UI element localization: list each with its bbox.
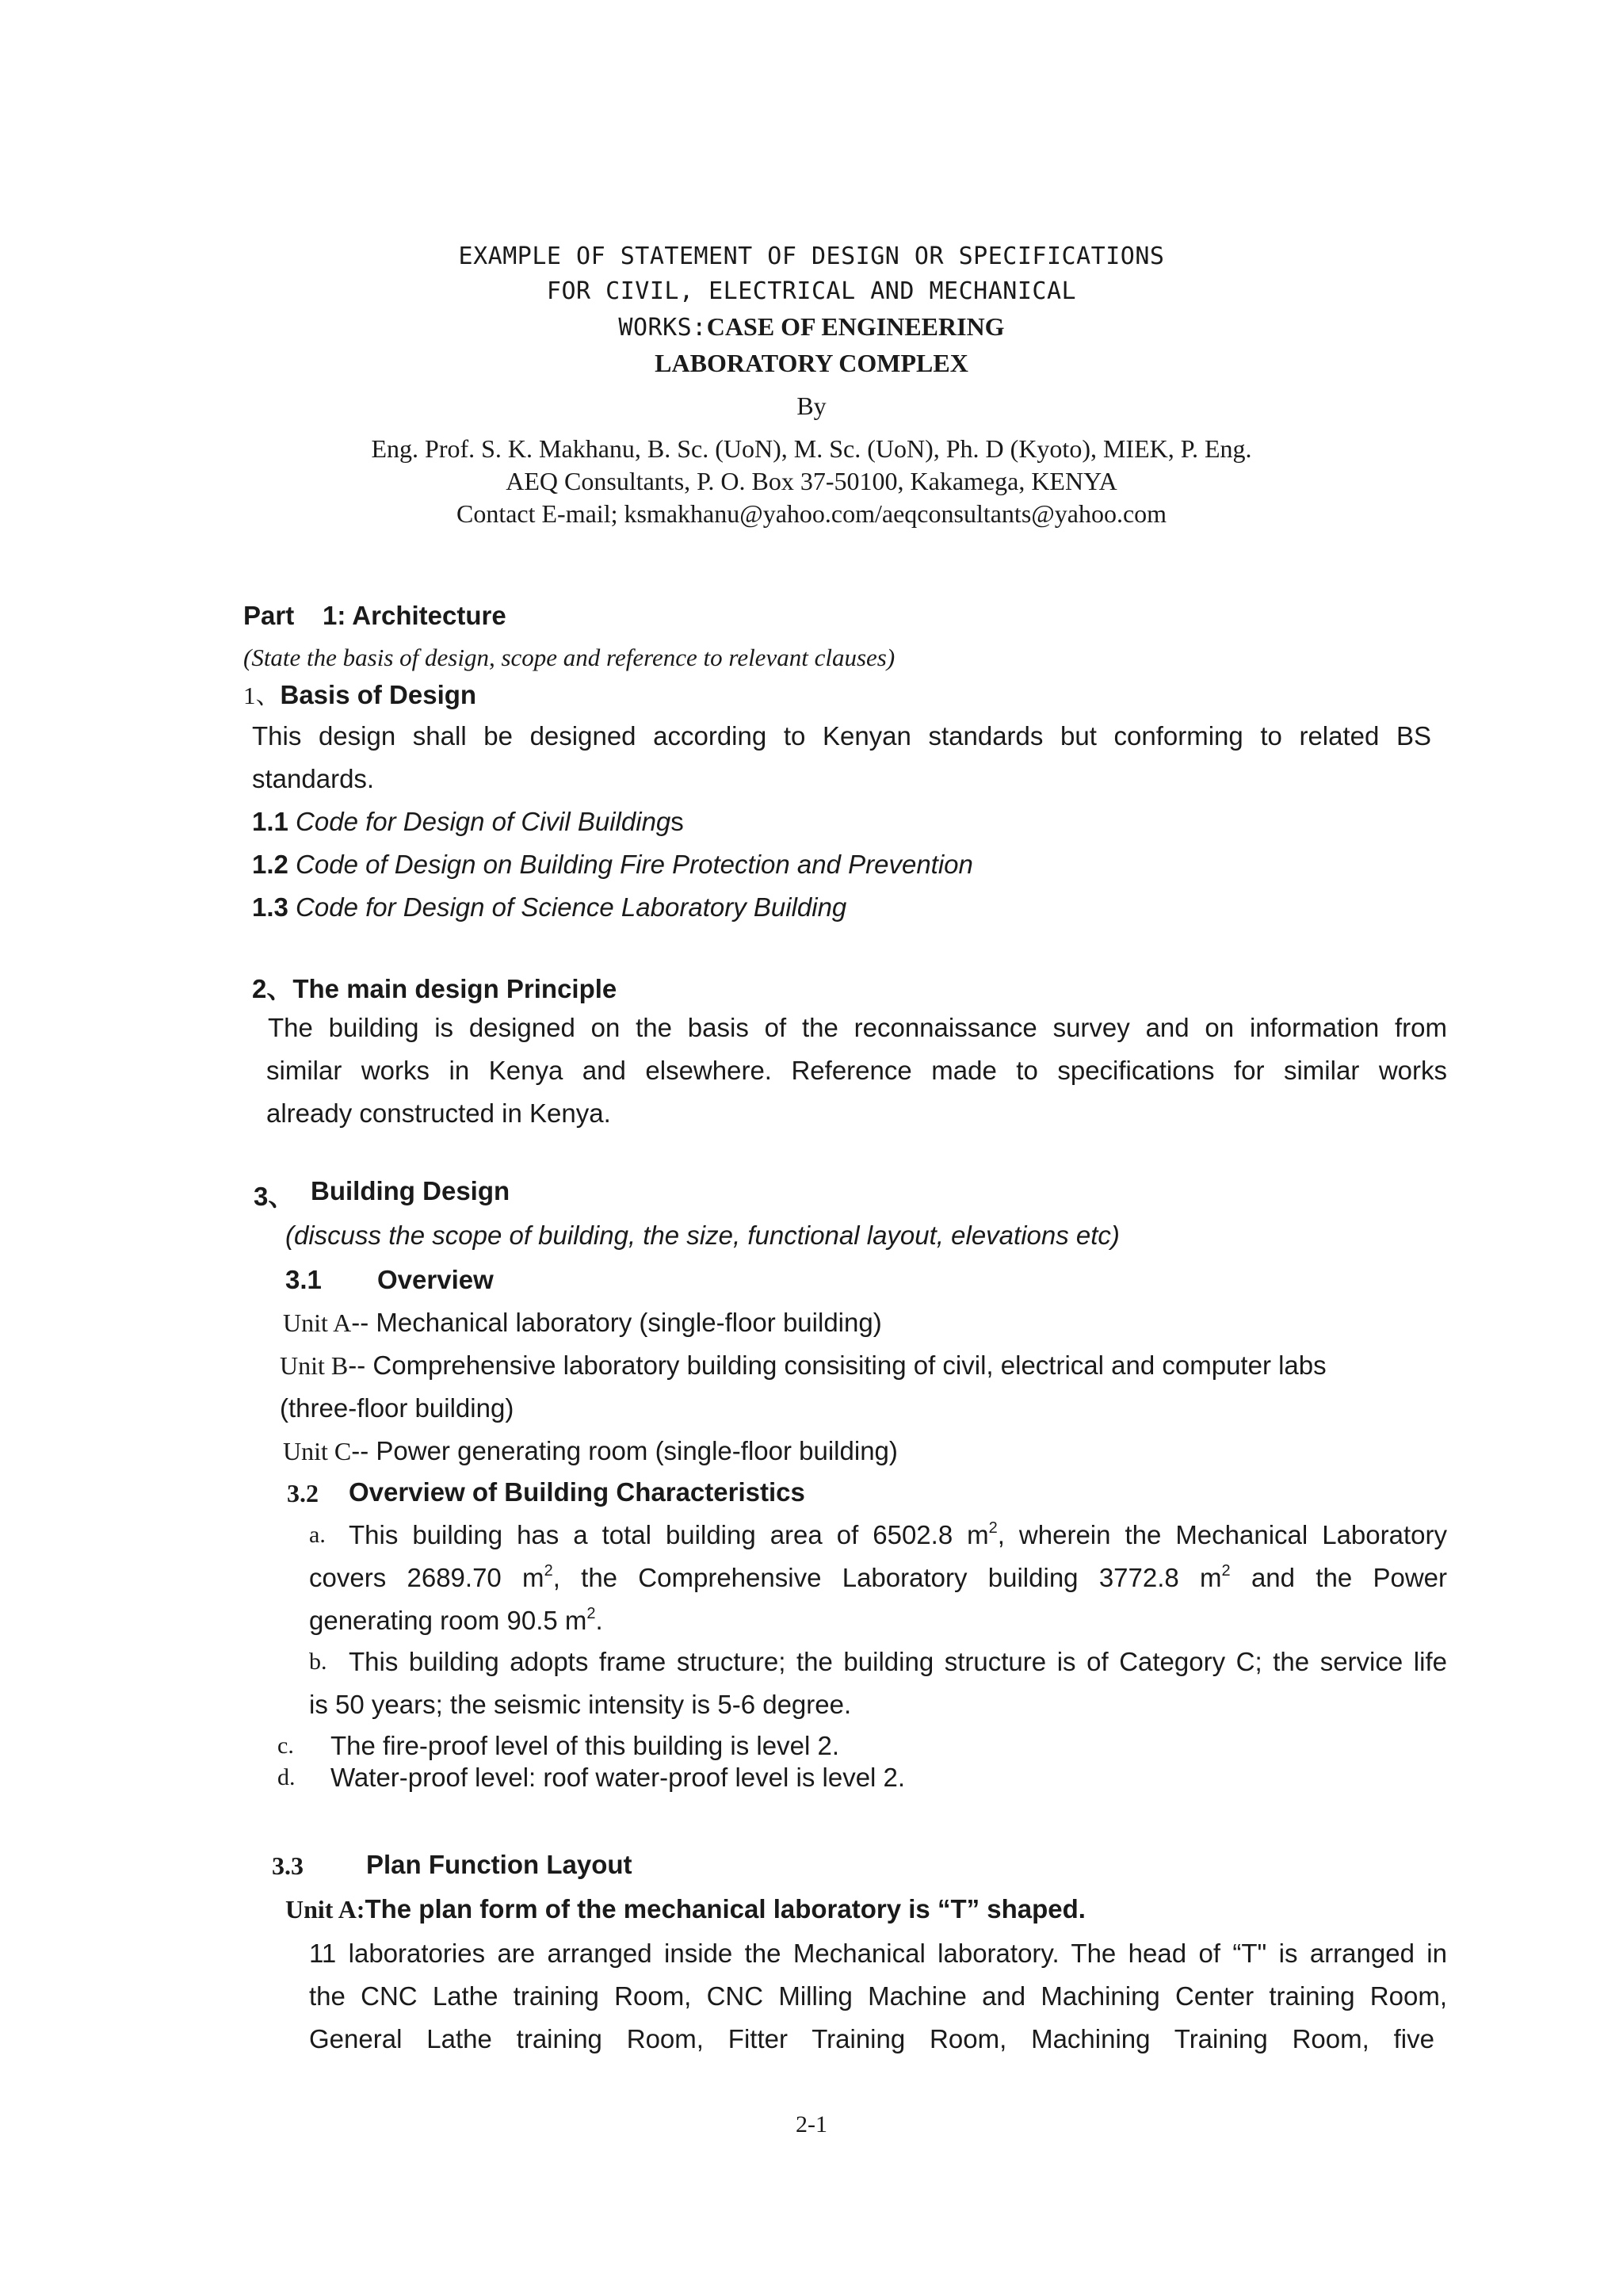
plan-line-3: General Lathe training Room, Fitter Training Room, Machining Training Room, five (309, 2024, 1434, 2053)
code-item-1-number: 1.1 (252, 807, 288, 836)
subsection-3-3-title: Plan Function Layout (366, 1850, 632, 1879)
part-note: (State the basis of design, scope and reference to relevant clauses) (243, 644, 896, 671)
section-1-para-line-1: This design shall be designed according to Kenyan standards but conforming to related BS (252, 721, 1431, 751)
by-line: By (796, 392, 827, 420)
superscript-2: 2 (988, 1519, 998, 1537)
title-line-3-prefix: WORKS: (618, 314, 707, 342)
item-a-line-3-text: generating room 90.5 m (309, 1606, 587, 1635)
unit-a-plan-label: Unit A: (285, 1895, 365, 1924)
plan-line-1: 11 laboratories are arranged inside the Mechanical laboratory. The head of “T" is arranged in (309, 1939, 1447, 1968)
section-3-heading (254, 1176, 294, 1213)
section-2-number: 2、 (252, 974, 293, 1003)
code-item-3 (252, 892, 846, 923)
unit-b-line (280, 1350, 1327, 1381)
section-3-title: Building Design (311, 1176, 510, 1205)
code-item-3-text: Code for Design of Science Laboratory Building (296, 892, 847, 922)
item-b-line-2: is 50 years; the seismic intensity is 5-6 degree. (309, 1690, 852, 1719)
section-2-line-2: similar works in Kenya and elsewhere. Reference made to specifications for similar works (266, 1056, 1447, 1085)
section-2-line-3: already constructed in Kenya. (266, 1098, 611, 1128)
part-title: 1: Architecture (323, 601, 506, 630)
section-2-title: The main design Principle (292, 974, 617, 1003)
section-1-title: Basis of Design (280, 680, 477, 709)
section-1-heading (243, 675, 476, 711)
unit-c-text: -- Power generating room (single-floor building) (351, 1436, 898, 1465)
section-2-line-1: The building is designed on the basis of the reconnaissance survey and on information from (268, 1013, 1447, 1042)
item-c-text: The fire-proof level of this building is level 2. (330, 1731, 839, 1760)
unit-a-line (283, 1308, 882, 1338)
superscript-2: 2 (1221, 1562, 1231, 1580)
plan-line-2: the CNC Lathe training Room, CNC Milling Machine and Machining Center training Room, (309, 1981, 1447, 2011)
item-d-text: Water-proof level: roof water-proof level is level 2. (330, 1763, 906, 1792)
part-label: Part (243, 601, 295, 630)
item-b-label: b. (309, 1648, 327, 1675)
item-a-line-3-tail: . (595, 1606, 603, 1635)
unit-b-label: Unit B (280, 1351, 349, 1380)
subsection-3-2-number: 3.2 (287, 1479, 319, 1507)
title-line-1: EXAMPLE OF STATEMENT OF DESIGN OR SPECIFICATIONS (458, 243, 1165, 270)
page-number: 2-1 (796, 2111, 827, 2137)
superscript-2: 2 (544, 1562, 553, 1580)
item-c-label: c. (277, 1733, 294, 1759)
unit-b-continuation: (three-floor building) (280, 1393, 514, 1423)
title-line-3 (0, 312, 1623, 342)
subsection-3-1-number: 3.1 (285, 1265, 322, 1294)
section-2-heading (252, 968, 617, 1006)
title-line-4: LABORATORY COMPLEX (655, 349, 968, 377)
item-a-line-2-text: covers 2689.70 m (309, 1563, 544, 1592)
section-3-number: 3、 (254, 1182, 295, 1211)
section-1-number: 1、 (243, 682, 281, 709)
section-1-para-line-2: standards. (252, 764, 375, 793)
unit-a-plan-title: The plan form of the mechanical laboratory is “T” shaped. (365, 1894, 1086, 1924)
item-a-line-2-mid: , the Comprehensive Laboratory building 3772.8 m (552, 1563, 1222, 1592)
code-item-3-number: 1.3 (252, 892, 288, 922)
unit-c-line (283, 1436, 898, 1466)
item-d-label: d. (277, 1764, 296, 1790)
subsection-3-3-number: 3.3 (272, 1851, 304, 1880)
item-a-line-1-text: This building has a total building area of 6502.8 m (349, 1520, 989, 1549)
code-item-2-number: 1.2 (252, 850, 288, 879)
item-a-line-2 (309, 1563, 1447, 1593)
code-item-1-text: Code for Design of Civil Building (296, 807, 671, 836)
superscript-2: 2 (586, 1605, 596, 1622)
title-line-2: FOR CIVIL, ELECTRICAL AND MECHANICAL (546, 277, 1077, 305)
section-3-note: (discuss the scope of building, the size, functional layout, elevations etc) (285, 1221, 1120, 1250)
item-a-line-3 (309, 1606, 603, 1636)
unit-b-text: -- Comprehensive laboratory building consisiting of civil, electrical and computer labs (348, 1350, 1327, 1380)
code-item-2 (252, 850, 973, 880)
code-item-2-text: Code of Design on Building Fire Protection and Prevention (296, 850, 973, 879)
item-a-line-2-tail: and the Power (1230, 1563, 1447, 1592)
author-line: Eng. Prof. S. K. Makhanu, B. Sc. (UoN), M. Sc. (UoN), Ph. D (Kyoto), MIEK, P. Eng. (371, 434, 1252, 463)
unit-a-plan-heading (285, 1894, 1086, 1924)
unit-c-label: Unit C (283, 1437, 352, 1465)
title-line-3-suffix: CASE OF ENGINEERING (706, 312, 1005, 341)
unit-a-text: -- Mechanical laboratory (single-floor building) (351, 1308, 882, 1337)
item-a-line-1-tail: , wherein the Mechanical Laboratory (997, 1520, 1447, 1549)
code-item-1-tail: s (670, 807, 684, 836)
subsection-3-1-title: Overview (377, 1265, 494, 1294)
unit-a-label: Unit A (283, 1308, 352, 1337)
address-line: AEQ Consultants, P. O. Box 37-50100, Kakamega, KENYA (506, 467, 1117, 495)
subsection-3-2-title: Overview of Building Characteristics (349, 1477, 805, 1507)
item-b-line-1: This building adopts frame structure; the building structure is of Category C; the service life (349, 1647, 1447, 1676)
contact-line: Contact E-mail; ksmakhanu@yahoo.com/aeqconsultants@yahoo.com (456, 499, 1167, 528)
item-a-line-1 (349, 1520, 1447, 1550)
item-a-label: a. (309, 1522, 326, 1548)
code-item-1 (252, 807, 684, 837)
